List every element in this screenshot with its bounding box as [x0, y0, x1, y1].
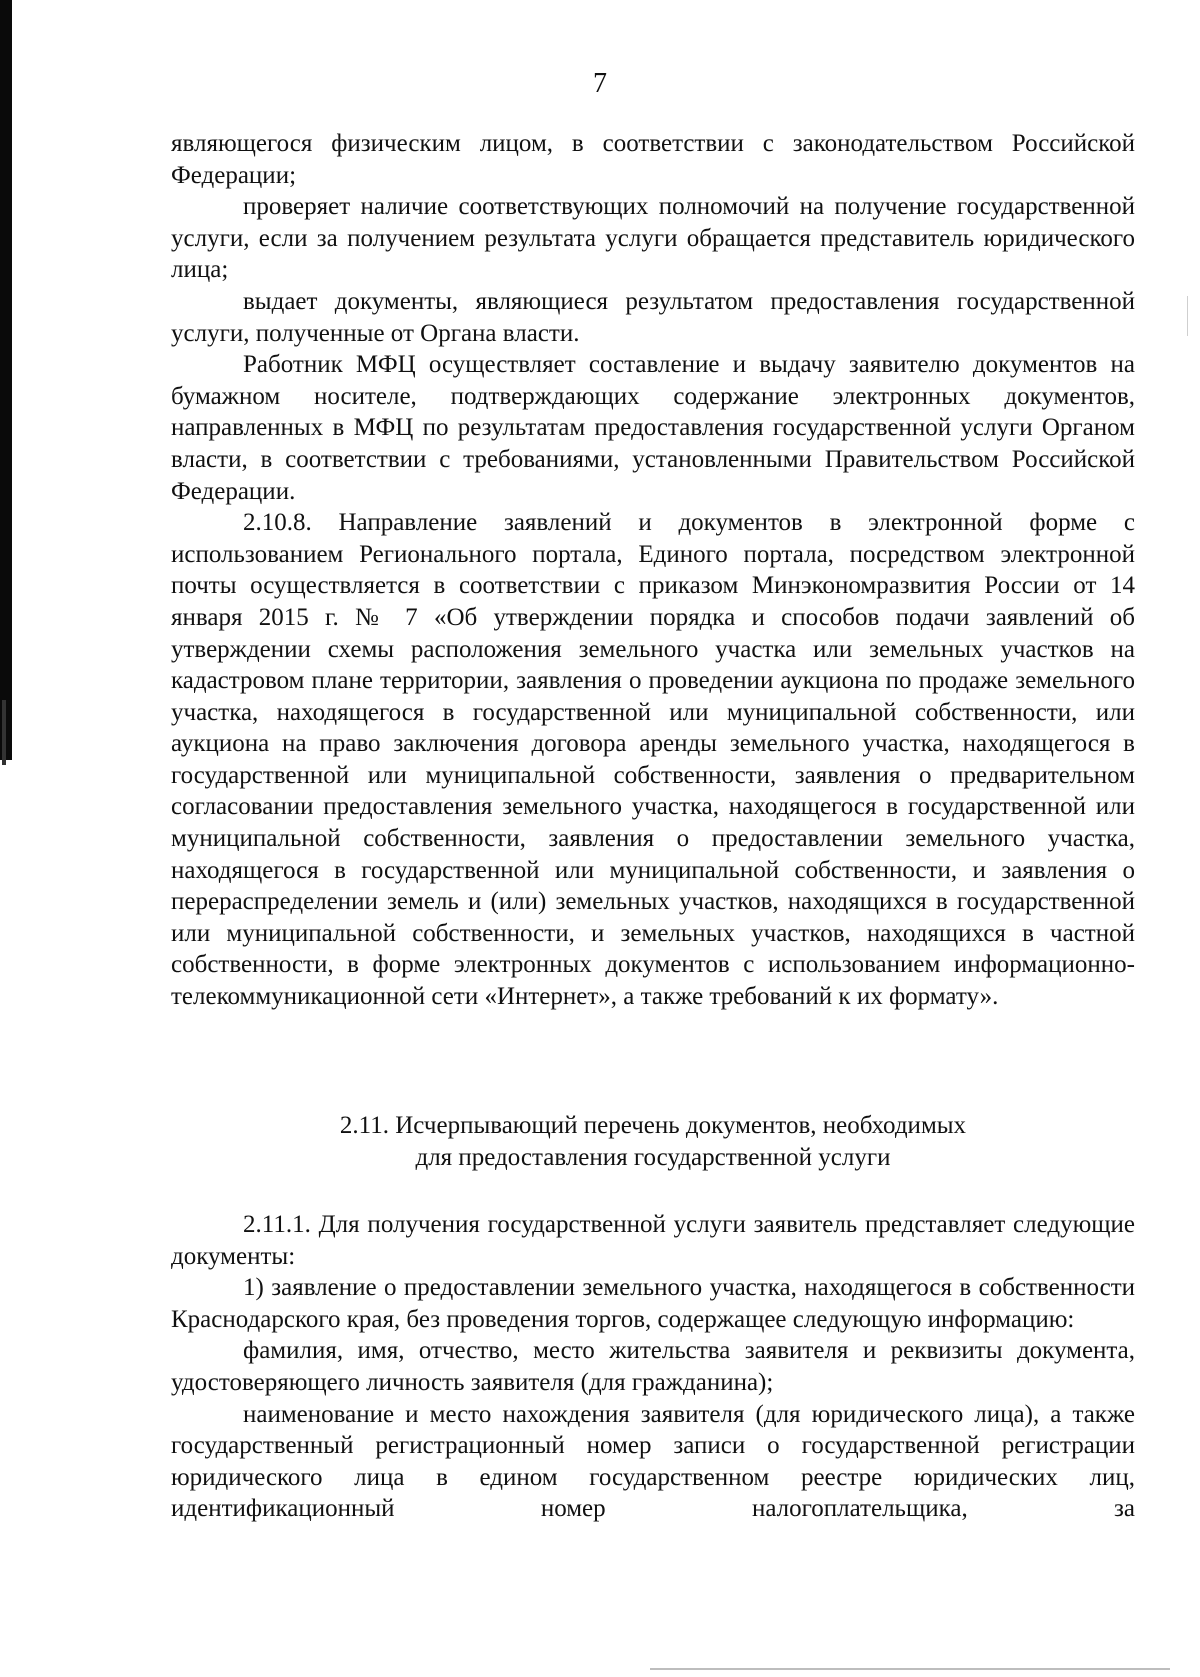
scan-right-edge-mark: [1187, 296, 1188, 336]
paragraph-2-10-8: 2.10.8. Направление заявлений и документов в электронной форме с использованием Регионального портала, Единого портала, посредством электронной почты осуществляется в соответствии с приказом Минэкономразвития России от 14 января 2015 г. № 7 «Об утверждении порядка и способов подачи заявлений об утверждении схемы расположения земельного участка или земельных участков на кадастровом плане территории, заявления о проведении аукциона по продаже земельного участка, находящегося в государственной или муниципальной собственности, или аукциона на право заключения договора аренды земельного участка, находящегося в государственной или муниципальной собственности, заявления о предварительном согласовании предоставления земельного участка, находящегося в государственной или муниципальной собственности, заявления о предоставлении земельного участка, находящегося в государственной или муниципальной собственности, и заявления о перераспределении земель и (или) земельных участков, находящихся в государственной или муниципальной собственности, и земельных участков, находящихся в частной собственности, в форме электронных документов с использованием информационно-телекоммуникационной сети «Интернет», а также требований к их формату».: [171, 509, 1135, 1011]
paragraph-legal-entity-info: наименование и место нахождения заявителя (для юридического лица), а также государственный регистрационный номер записи о государственной регистрации юридического лица в едином государственном реестре юридических лиц, идентификационный номер налогоплательщика, за: [171, 1400, 1135, 1523]
scan-bottom-edge-line: [650, 1668, 1170, 1670]
paragraph-citizen-info: фамилия, имя, отчество, место жительства заявителя и реквизиты документа, удостоверяющего личность заявителя (для гражданина);: [171, 1337, 1135, 1396]
document-body-bottom: [171, 1209, 1135, 1525]
paragraph-issue-documents: выдает документы, являющиеся результатом предоставления государственной услуги, полученные от Органа власти.: [171, 287, 1135, 347]
document-body-top: [171, 128, 1135, 1013]
paragraph-mfc-worker: Работник МФЦ осуществляет составление и выдачу заявителю документов на бумажном носителе, подтверждающих содержание электронных документов, направленных в МФЦ по результатам предоставления государственной услуги Органом власти, в соответствии с требованиями, установленными Правительством Российской Федерации.: [171, 351, 1135, 505]
section-heading-line-2: для предоставления государственной услуги: [415, 1143, 891, 1171]
section-heading-line-1: 2.11. Исчерпывающий перечень документов, необходимых: [339, 1112, 967, 1139]
paragraph-2-11-1: 2.11.1. Для получения государственной услуги заявитель представляет следующие документы:: [171, 1211, 1135, 1270]
paragraph-continuation: являющегося физическим лицом, в соответствии с законодательством Российской Федерации;: [171, 130, 1135, 189]
paragraph-item-1: 1) заявление о предоставлении земельного участка, находящегося в собственности Краснодарского края, без проведения торгов, содержащее следующую информацию:: [171, 1274, 1135, 1333]
page-number: 7: [593, 68, 607, 99]
paragraph-check-authority: проверяет наличие соответствующих полномочий на получение государственной услуги, если за получением результата услуги обращается представитель юридического лица;: [171, 193, 1135, 284]
scan-left-edge-bar: [0, 0, 12, 760]
section-heading-2-11: [171, 1110, 1135, 1173]
scan-left-edge-mark: [2, 700, 6, 765]
